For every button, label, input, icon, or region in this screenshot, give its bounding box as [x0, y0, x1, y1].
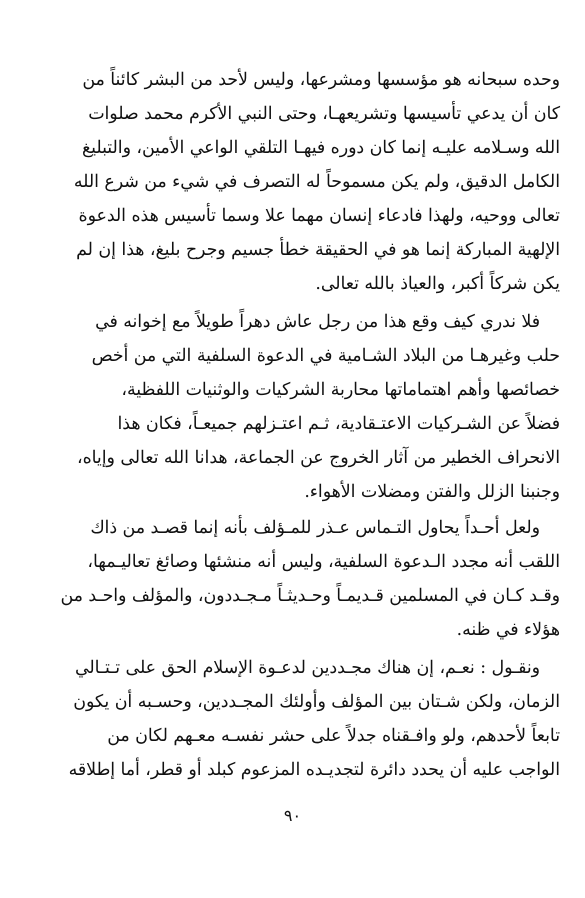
text-line: تابعاً لأحدهم، ولو وافـقناه جدلاً على حشر نفسـه معـهم لكان من [107, 726, 560, 746]
text-line: اللقب أنه مجدد الـدعوة السلفية، وليس أنه منشئها وصائغ تعاليـمها، [87, 552, 560, 572]
text-line: وقـد كـان في المسلمين قـديمـاً وحـديثـاً مـجـددون، والمؤلف واحـد من [60, 586, 560, 606]
text-line: الواجب عليه أن يحدد دائرة لتجديـده المزعوم كبلد أو قطر، أما إطلاقه [68, 760, 560, 780]
text-line: وحده سبحانه هو مؤسسها ومشرعها، وليس لأحد من البشر كائناً من [82, 70, 560, 90]
text-line: الزمان، ولكن شـتان بين المؤلف وأولئك المجـددين، وحسـبه أن يكون [73, 692, 560, 712]
text-line: فضلاً عن الشـركيات الاعتـقادية، ثـم اعتـزلهم جميعـاً، فكان هذا [117, 414, 560, 434]
text-line: الإلهية المباركة إنما هو في الحقيقة خطأ جسيم وجرح بليغ، هذا إن لم [76, 240, 560, 260]
page-number: ٩٠ [283, 806, 302, 825]
text-line: حلب وغيرهـا من البلاد الشـامية في الدعوة السلفية التي من أخص [91, 346, 560, 366]
text-line: فلا ندري كيف وقع هذا من رجل عاش دهراً طويلاً مع إخوانه في [95, 312, 540, 332]
text-line: هؤلاء في ظنه. [456, 620, 560, 640]
text-line: وجنبنا الزلل والفتن ومضلات الأهواء. [304, 482, 560, 502]
text-line: تعالى ووحيه، ولهذا فادعاء إنسان مهما علا وسما تأسيس هذه الدعوة [78, 206, 560, 226]
text-line: ولعل أحـداً يحاول التـماس عـذر للمـؤلف بأنه إنما قصـد من ذاك [90, 518, 540, 538]
text-line: ونقـول : نعـم، إن هناك مجـددين لدعـوة الإسلام الحق على تـتـالي [74, 658, 540, 678]
text-line: خصائصها وأهم اهتماماتها محاربة الشركيات والوثنيات اللفظية، [121, 380, 560, 400]
text-line: الكامل الدقيق، ولم يكن مسموحاً له التصرف في شيء من شرع الله [73, 172, 560, 192]
text-line: الانحراف الخطير من آثار الخروج عن الجماعة، هدانا الله تعالى وإياه، [77, 448, 560, 468]
text-line: كان أن يدعي تأسيسها وتشريعهـا، وحتى النبي الأكرم محمد صلوات [88, 104, 560, 124]
text-line: الله وسـلامه عليـه إنما كان دوره فيهـا التلقي الواعي الأمين، والتبليغ [81, 138, 560, 158]
text-line: يكن شركاً أكبر، والعياذ بالله تعالى. [315, 274, 560, 294]
